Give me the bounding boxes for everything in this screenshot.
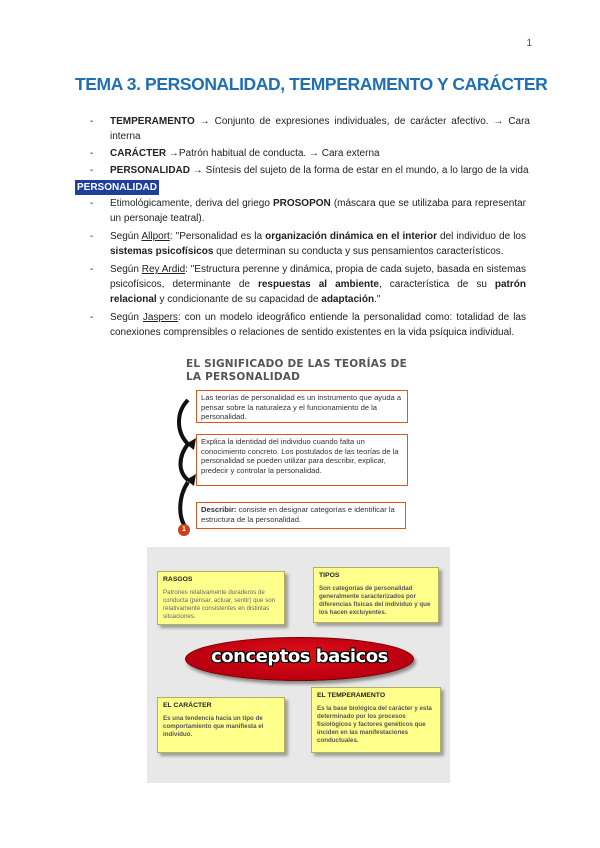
author-rey-ardid: Rey Ardid [141,264,186,275]
list-item [90,114,530,144]
page-number: 1 [526,38,532,49]
figure-title: EL SIGNIFICADO DE LAS TEORÍAS DE LA PERSONALIDAD [186,358,407,383]
page-title: TEMA 3. PERSONALIDAD, TEMPERAMENTO Y CARÁCTER [75,74,548,94]
card-caracter: EL CARÁCTER Es una tendencia hacia un tipo de comportamiento que manifiesta el individuo. [157,697,285,753]
author-jaspers: Jaspers [142,312,178,323]
term-personalidad: PERSONALIDAD [110,165,191,176]
section-label-personalidad: PERSONALIDAD [77,182,158,193]
card-temperamento: EL TEMPERAMENTO Es la base biológica del carácter y esta determinado por los procesos fisiológicos y factores genéticos que inciden en las manifestaciones conductuales. [311,687,441,753]
intro-list [90,114,530,180]
card-tipos: TIPOS Son categorías de personalidad generalmente caracterizados por diferencias físicas del individuo y que los hacen excluyentes. [313,567,439,623]
arrow: → [190,165,206,176]
term-temperamento: TEMPERAMENTO [110,116,195,127]
list-item-rey-ardid: - Según Rey Ardid: "Estructura perenne y dinámica, propia de cada sujeto, basada en sistemas psicofísicos, determinante de respuestas al ambiente, característica de su patrón relacional y condicionante de su capacidad de adaptación." [90,262,526,307]
list-item [90,146,530,161]
step-dot: 1 [178,524,190,536]
card-rasgos: RASGOS Patrones relativamente duraderos de conducta (pensar, actuar, sentir) que son relativamente consistentes en distintas situaciones. [157,571,285,625]
theory-box-instrument: Las teorías de personalidad es un instrumento que ayuda a pensar sobre la naturaleza y el funcionamiento de la personalidad. [196,390,408,423]
arrow: → [166,148,179,159]
concepts-label: conceptos basicos [211,646,388,667]
arrow: → [194,116,215,127]
definition-text: Patrón habitual de conducta. → Cara externa [178,148,380,159]
list-item [90,163,530,178]
definition-text: Síntesis del sujeto de la forma de estar en el mundo, a lo largo de la vida [205,165,529,176]
figure-theories-significance [176,352,416,542]
theory-box-explain: Explica la identidad del individuo cuando falta un conocimiento concreto. Los postulados de las teorías de la personalidad se pueden utilizar para describir, explicar, predecir y controlar la personalidad. [196,434,408,486]
personalidad-definitions [90,196,526,343]
term-caracter: CARÁCTER [110,148,167,159]
definition-text: Conjunto de expresiones individuales, de carácter afectivo. → Cara interna [110,116,530,142]
list-item-jaspers: - Según Jaspers: con un modelo ideográfico entiende la personalidad como: totalidad de las conexiones comprensibles o relaciones de sentido existentes en la vida psíquica individual. [90,310,526,340]
concepts-ellipse [185,637,414,681]
author-allport: Allport [141,231,170,242]
list-item-allport: - Según Allport: "Personalidad es la organización dinámica en el interior del individuo de los sistemas psicofísicos que determinan su conducta y sus pensamientos característicos. [90,229,526,259]
prosopon-term: PROSOPON [272,198,331,209]
theory-box-describe: Describir: consiste en designar categorías e identificar la estructura de la personalidad. [196,502,406,529]
figure-basic-concepts [147,547,450,783]
list-item-etymology: - Etimológicamente, deriva del griego PROSOPON (máscara que se utilizaba para representar un personaje teatral). [90,196,526,226]
